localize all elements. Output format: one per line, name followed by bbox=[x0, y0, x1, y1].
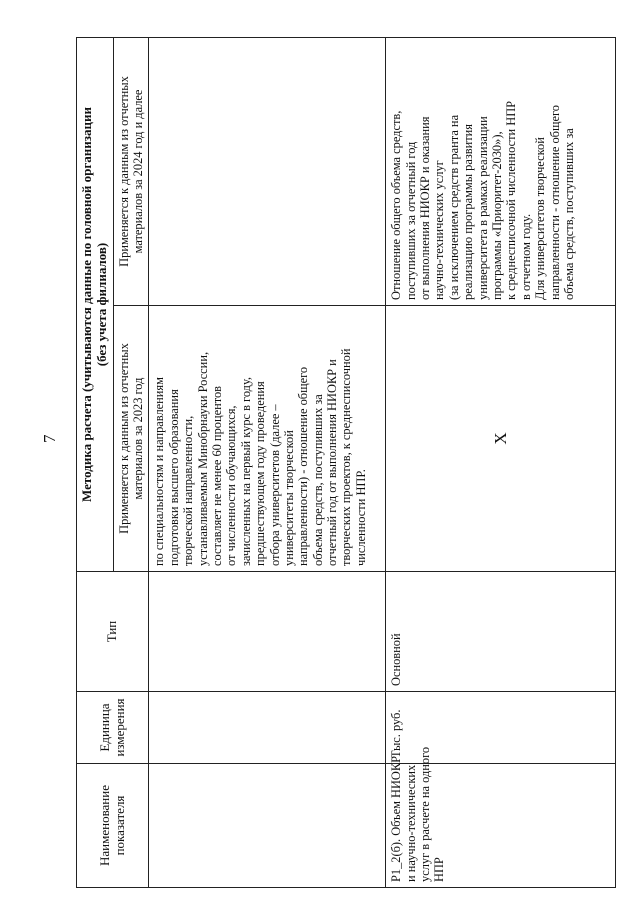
header-2023 bbox=[113, 306, 149, 572]
text-line: отбора университетов (далее – bbox=[267, 404, 282, 566]
header-2023-line: Применяется к данным из отчетных bbox=[116, 343, 131, 534]
indicator-table bbox=[76, 37, 616, 888]
text-line: (за исключением средств гранта на bbox=[446, 114, 461, 300]
text-line: от выполнения НИОКР и оказания bbox=[418, 116, 433, 300]
header-unit: Единица измерения bbox=[77, 692, 149, 764]
text-line: от численности обучающихся, bbox=[224, 405, 239, 566]
header-2024-line: Применяется к данным из отчетных bbox=[116, 76, 131, 267]
text-line: отчетный год от выполнения НИОКР и bbox=[325, 359, 340, 566]
text-line: НПР bbox=[432, 857, 447, 882]
text-line: научно-технических услуг bbox=[432, 160, 447, 300]
page-number: 7 bbox=[40, 434, 59, 443]
text-line: объема средств, поступивших за bbox=[561, 128, 576, 300]
text-line: Отношение общего объема средств, bbox=[389, 110, 404, 300]
cell-method-2024 bbox=[149, 38, 386, 306]
cell-name bbox=[149, 764, 386, 888]
text-line: численности НПР. bbox=[353, 469, 368, 566]
header-2024-line: материалов за 2024 год и далее bbox=[131, 89, 146, 254]
text-line: творческих проектов, к среднесписочной bbox=[339, 348, 354, 566]
text-line: и научно-технических bbox=[403, 764, 418, 882]
cell-method-2023: X bbox=[386, 306, 616, 572]
text-line: Для университетов творческой bbox=[533, 137, 548, 300]
text-line: услуг в расчете на одного bbox=[418, 746, 433, 882]
table-row bbox=[386, 38, 616, 888]
text-line: творческой направленности, bbox=[181, 415, 196, 566]
rotated-table-container bbox=[76, 38, 616, 888]
text-line: составляет не менее 60 процентов bbox=[209, 385, 224, 566]
cell-type bbox=[149, 572, 386, 692]
cell-unit: Тыс. руб. bbox=[386, 692, 616, 764]
header-2023-line: материалов за 2023 год bbox=[131, 377, 146, 500]
text-line: направленности) - отношение общего bbox=[296, 366, 311, 566]
cell-method-2023 bbox=[149, 306, 386, 572]
cell-unit bbox=[149, 692, 386, 764]
header-method-line: (без учета филиалов) bbox=[93, 242, 109, 367]
text-line: зачисленных на первый курс в году, bbox=[238, 376, 253, 566]
text-line: программы «Приоритет-2030»), bbox=[490, 131, 504, 300]
cell-method-2024 bbox=[386, 38, 616, 306]
text-line: P1_2(б). Объем НИОКР bbox=[389, 755, 404, 882]
text-line: предшествующем году проведения bbox=[253, 381, 268, 566]
text-line: реализацию программы развития bbox=[461, 124, 476, 300]
text-line: в отчетном году. bbox=[518, 213, 533, 300]
text-line: объема средств, поступивших за bbox=[310, 394, 325, 566]
header-name: Наименование показателя bbox=[77, 764, 149, 888]
table-row bbox=[149, 38, 386, 888]
header-method bbox=[77, 38, 114, 572]
text-line: университеты творческой bbox=[281, 430, 296, 566]
header-method-line: Методика расчета (учитываются данные по головной организации bbox=[79, 107, 94, 502]
text-line: по специальностям и направлениям bbox=[152, 377, 167, 566]
text-line: направленности - отношение общего bbox=[547, 105, 562, 300]
text-line: подготовки высшего образования bbox=[166, 389, 181, 566]
cell-name bbox=[386, 746, 616, 888]
text-line: университета в рамках реализации bbox=[475, 116, 490, 300]
text-line: поступивших за отчетный год bbox=[403, 141, 418, 300]
text-line: устанавливаемым Минобрнауки России, bbox=[195, 351, 210, 566]
text-line: к среднесписочной численности НПР bbox=[504, 100, 519, 300]
header-type: Тип bbox=[77, 572, 149, 692]
header-2024 bbox=[113, 38, 149, 306]
cell-type: Основной bbox=[386, 572, 616, 692]
